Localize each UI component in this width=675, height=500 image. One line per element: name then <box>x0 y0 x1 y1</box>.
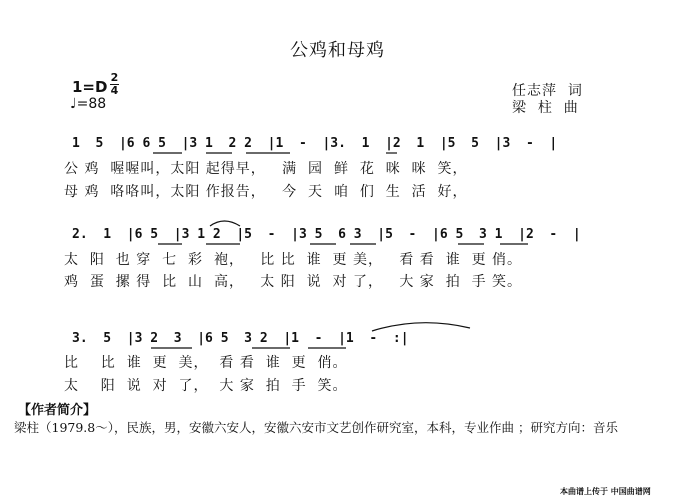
key-signature: 1=D <box>72 78 108 96</box>
song-title: 公鸡和母鸡 <box>290 40 385 61</box>
slur-arc <box>210 221 240 226</box>
lyric-line-1-verse-2: 母 鸡 咯咯叫，太阳 作报告， 今 天 咱 们 生 活 好， <box>64 184 468 200</box>
bio-heading: 【作者简介】 <box>18 403 97 418</box>
tie-arc <box>372 323 470 331</box>
notation-line-1: 1 5 |6 6 5 |3 1 2 2 |1 - |3. 1 |2 1 |5 5 |3 - | <box>72 136 558 151</box>
lyric-line-2-verse-1: 太 阳 也 穿 七 彩 袍， 比 比 谁 更 美， 看 看 谁 更 俏。 <box>64 252 523 268</box>
lyric-line-3-verse-2: 太 阳 说 对 了， 大 家 拍 手 笑。 <box>64 378 348 394</box>
lyric-line-3-verse-1: 比 比 谁 更 美， 看 看 谁 更 俏。 <box>64 355 348 371</box>
notation-line-2: 2. 1 |6 5 |3 1 2 |5 - |3 5 6 3 |5 - |6 5 3 1 |2 - | <box>72 227 581 242</box>
bio-text: 梁柱（1979.8～），民族，男，安徽六安人，安徽六安市文艺创作研究室，本科，专业作曲 ；研究方向：音乐 <box>14 420 618 435</box>
time-signature-bottom: 4 <box>110 84 119 97</box>
notation-line-3: 3. 5 |3 2 3 |6 5 3 2 |1 - |1 - :| <box>72 331 409 346</box>
lyricist-credit: 任志萍 词 <box>512 83 583 99</box>
lyric-line-1-verse-1: 公 鸡 喔喔叫，太阳 起得早， 满 园 鲜 花 咪 咪 笑， <box>64 161 468 177</box>
tempo-marking: ♩=88 <box>70 96 107 112</box>
composer-credit: 梁 柱 曲 <box>512 100 579 116</box>
lyric-line-2-verse-2: 鸡 蛋 摞 得 比 山 高， 太 阳 说 对 了， 大 家 拍 手 笑。 <box>64 274 523 290</box>
time-signature-top: 2 <box>110 71 119 84</box>
footer-credit: 本曲谱上传于 中国曲谱网 <box>560 487 651 496</box>
